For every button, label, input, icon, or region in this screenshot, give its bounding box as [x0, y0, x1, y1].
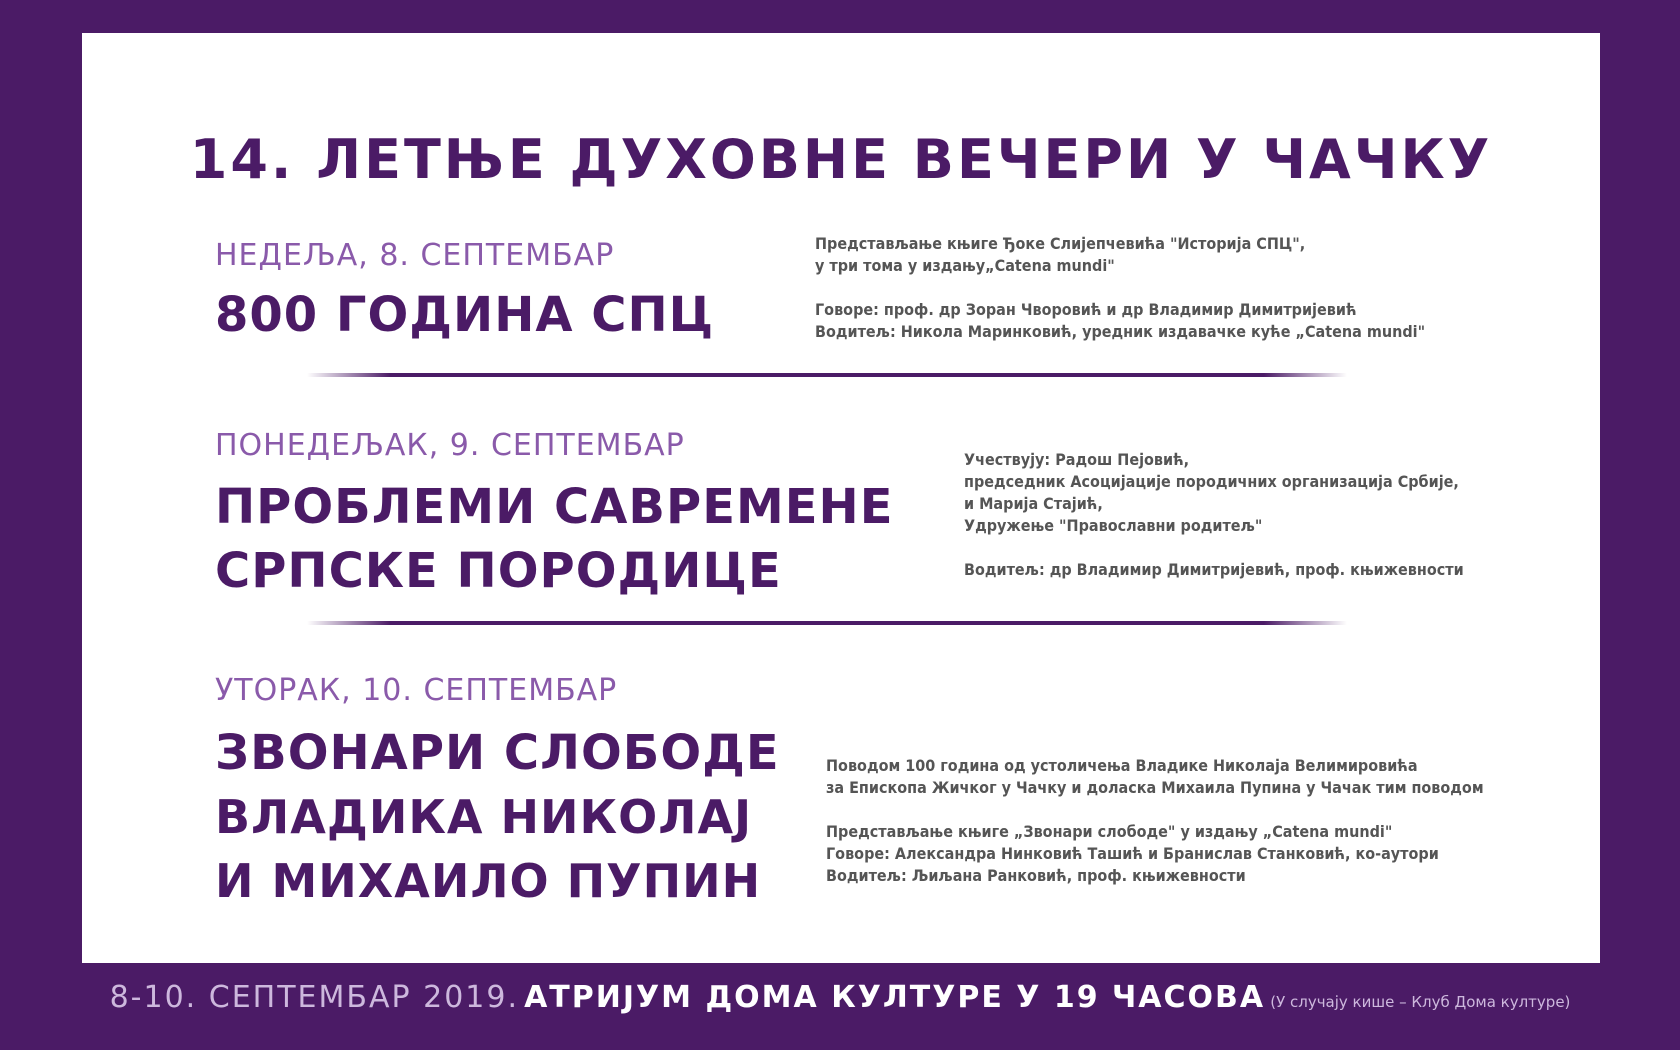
event-3-headline-line: ЗВОНАРИ СЛОБОДЕ [215, 725, 780, 781]
event-3-note-line: Поводом 100 година од устоличења Владике Николаја Велимировића [826, 756, 1418, 775]
footer-dates: 8-10. СЕПТЕМБАР 2019. [109, 980, 519, 1015]
event-2-note-line: и Марија Стајић, [964, 494, 1103, 513]
event-2-headline-line: ПРОБЛЕМИ САВРЕМЕНЕ [215, 479, 894, 535]
event-3-headline-line: И МИХАИЛО ПУПИН [215, 854, 762, 908]
section-divider [307, 373, 1347, 377]
event-2-headline [215, 475, 894, 603]
event-1-note-line: Говоре: проф. др Зоран Чворовић и др Владимир Димитријевић [815, 300, 1357, 319]
event-1-headline-line: 800 ГОДИНА СПЦ [215, 287, 715, 343]
event-2-note-line: председник Асоцијације породичних организација Србије, [964, 472, 1459, 491]
event-1-note-line: Представљање књиге Ђоке Слијепчевића "Историја СПЦ", [815, 234, 1306, 253]
event-3-notes [826, 755, 1484, 887]
event-1-headline [215, 283, 714, 347]
event-3-note-line: за Епископа Жичког у Чачку и доласка Михаила Пупина у Чачак тим поводом [826, 778, 1484, 797]
event-3-note-line: Представљање књиге „Звонари слободе" у издању „Catena mundi" [826, 822, 1393, 841]
event-2-note-line: Водитељ: др Владимир Димитријевић, проф. књижевности [964, 560, 1464, 579]
footer-venue: АТРИЈУМ ДОМА КУЛТУРЕ У 19 ЧАСОВА [524, 980, 1266, 1015]
poster-title: 14. ЛЕТЊЕ ДУХОВНЕ ВЕЧЕРИ У ЧАЧКУ [189, 128, 1493, 191]
event-2-note-line: Учествују: Радош Пејовић, [964, 450, 1190, 469]
event-3-day: УТОРАК, 10. СЕПТЕМБАР [215, 673, 618, 708]
event-1-note-gap [815, 277, 1425, 299]
event-3-note-line: Водитељ: Љиљана Ранковић, проф. књижевности [826, 866, 1246, 885]
event-2-notes [964, 449, 1464, 581]
event-1-note-line: Водитељ: Никола Маринковић, уредник издавачке куће „Catena mundi" [815, 322, 1426, 341]
event-3-note-line: Говоре: Александра Нинковић Ташић и Бранислав Станковић, ко-аутори [826, 844, 1439, 863]
poster-card [82, 33, 1600, 963]
event-1-day: НЕДЕЉА, 8. СЕПТЕМБАР [215, 238, 615, 273]
event-2-note-line: Удружење "Православни родитељ" [964, 516, 1263, 535]
event-1-notes [815, 233, 1425, 343]
section-divider [307, 621, 1347, 625]
event-1-note-line: у три тома у издању„Catena mundi" [815, 256, 1115, 275]
event-3-headline [215, 721, 780, 913]
event-3-note-gap [826, 799, 1484, 821]
event-2-headline-line: СРПСКЕ ПОРОДИЦЕ [215, 543, 782, 599]
event-2-note-gap [964, 537, 1464, 559]
footer [0, 980, 1680, 1015]
event-2-day: ПОНЕДЕЉАК, 9. СЕПТЕМБАР [215, 428, 685, 463]
event-3-headline-line: ВЛАДИКА НИКОЛАЈ [215, 790, 753, 844]
footer-rain-note: (У случају кише – Клуб Дома културе) [1270, 993, 1571, 1011]
